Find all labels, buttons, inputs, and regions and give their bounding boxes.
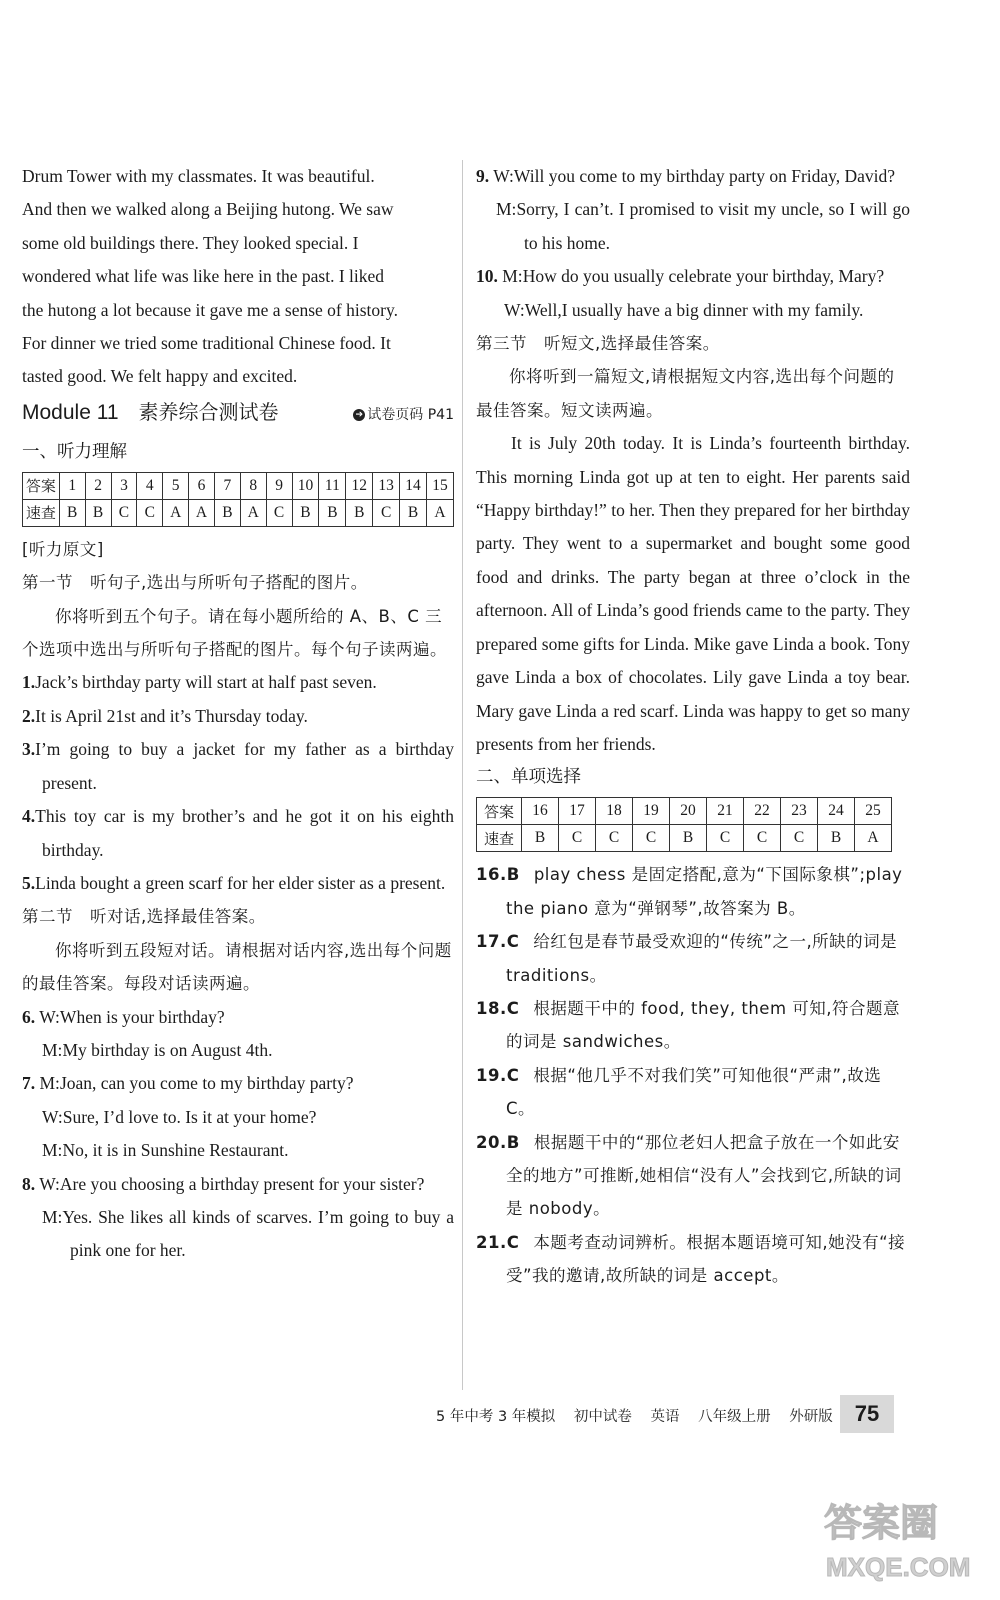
answer-table-2 (476, 797, 892, 852)
item-number: 9. (476, 166, 490, 186)
list-item (22, 800, 454, 867)
item-number: 5. (22, 872, 36, 893)
footer-subject: 英语 (650, 1409, 680, 1425)
speaker: M: (42, 1039, 63, 1060)
module-title-row (22, 396, 454, 436)
question-number: 16 (522, 798, 559, 825)
list-item (22, 733, 454, 800)
answer-cell: B (85, 499, 111, 526)
speaker: W: (39, 1006, 60, 1027)
answer-cell: C (744, 825, 781, 852)
item-answer: C (506, 998, 520, 1018)
intro-line: tasted good. We felt happy and excited. (22, 366, 298, 387)
question-number: 7 (214, 472, 240, 499)
speaker: M: (496, 199, 517, 220)
row-label: 答案 (477, 798, 522, 825)
item-answer: B (506, 865, 520, 885)
question-number: 18 (596, 798, 633, 825)
speaker: M: (502, 266, 523, 287)
answer-cell: C (137, 499, 163, 526)
intro-line: For dinner we tried some traditional Chinese food. It (22, 333, 391, 354)
explanation-list (476, 858, 910, 1292)
item-number: 17. (476, 932, 507, 952)
dialogue-list-right (476, 160, 910, 327)
question-number: 1 (59, 472, 85, 499)
dialogue-text: Joan, can you come to my birthday party? (59, 1073, 354, 1094)
question-number: 12 (346, 472, 373, 499)
dialogue-line (42, 1101, 454, 1134)
answer-cell: B (346, 499, 373, 526)
dialogue-text: How do you usually celebrate your birthday, Mary? (522, 266, 885, 287)
part1-heading: 第一节 听句子,选出与所听句子搭配的图片。 (22, 573, 368, 593)
part2-instructions: 你将听到五段短对话。请根据对话内容,选出每个问题的最佳答案。每段对话读两遍。 (22, 940, 452, 994)
item-text: This toy car is my brother’s and he got it on his eighth birthday. (35, 806, 454, 860)
row-label: 速查 (477, 825, 522, 852)
listening-passage: It is July 20th today. It is Linda’s fourteenth birthday. This morning Linda got up at ten to eight. Her parents said “Happy birthday!” to her. Then they prepared for her birthday party. They went to a supermarket and bought some good food and drinks. The party began at three o’clock in the afternoon. All of Linda’s good friends came to the party. They prepared some gifts for Linda. Mike gave Linda a book. Tony gave Linda a box of chocolates. Lily gave Linda a toy bear. Mary gave Linda a red scarf. Linda was happy to get so many presents from her friends. (476, 433, 910, 754)
left-column (22, 160, 454, 1268)
answer-cell: A (163, 499, 189, 526)
item-text: It is April 21st and it’s Thursday today. (35, 705, 308, 726)
answer-cell: A (426, 499, 453, 526)
item-text: play chess 是固定搭配,意为“下国际象棋”;play the piano 意为“弹钢琴”,故答案为 B。 (506, 865, 903, 918)
question-number: 14 (400, 472, 427, 499)
dialogue-line (22, 1001, 454, 1034)
answer-cell: C (559, 825, 596, 852)
dialogue-text: Will you come to my birthday party on Friday, David? (513, 166, 896, 186)
answer-cell: A (189, 499, 215, 526)
dialogue-text: Are you choosing a birthday present for your sister? (59, 1173, 425, 1194)
footer-grade: 八年级上册 (698, 1409, 771, 1425)
footer-level: 初中试卷 (573, 1409, 632, 1425)
answer-cell: B (59, 499, 85, 526)
answer-cell: B (400, 499, 427, 526)
right-column (476, 160, 910, 1293)
item-text: 根据“他几乎不对我们笑”可知他很“严肃”,故选 C。 (506, 1065, 882, 1119)
question-number: 4 (137, 472, 163, 499)
answer-cell: C (707, 825, 744, 852)
question-number: 23 (781, 798, 818, 825)
speaker: M: (42, 1140, 63, 1161)
dialogue-line (476, 160, 910, 193)
dialogue-list-left (22, 1001, 454, 1268)
item-number: 16. (476, 865, 507, 885)
answer-cell: C (633, 825, 670, 852)
page-number: 75 (840, 1395, 894, 1433)
question-number: 8 (240, 472, 266, 499)
question-number: 6 (189, 472, 215, 499)
intro-line: some old buildings there. They looked special. I (22, 232, 359, 253)
answer-cell: A (855, 825, 892, 852)
item-answer: C (506, 1065, 520, 1085)
dialogue-text: Well,I usually have a big dinner with my family. (524, 299, 864, 320)
item-number: 4. (22, 806, 36, 827)
answer-cell: C (596, 825, 633, 852)
item-number: 7. (22, 1073, 36, 1094)
item-text: 本题考查动词辨析。根据本题语境可知,她没有“接受”我的邀请,故所缺的词是 accept。 (506, 1232, 906, 1286)
module-title-cn: 素养综合测试卷 (138, 399, 279, 424)
answer-cell: B (522, 825, 559, 852)
item-answer: C (506, 932, 520, 952)
dialogue-line (22, 1067, 454, 1100)
column-divider (462, 160, 463, 1390)
item-number: 8. (22, 1173, 36, 1194)
speaker: W: (42, 1106, 63, 1127)
question-number: 13 (373, 472, 400, 499)
footer-series: 5 年中考 3 年模拟 (436, 1409, 556, 1425)
list-item (476, 1059, 910, 1126)
sentence-list (22, 666, 454, 900)
dialogue-line (42, 1034, 454, 1067)
item-text: I’m going to buy a jacket for my father as a birthday present. (35, 739, 454, 793)
question-number: 3 (111, 472, 137, 499)
list-item (476, 1226, 910, 1293)
dialogue-text: Sorry, I can’t. I promised to visit my uncle, so I will go to his home. (516, 199, 910, 253)
item-text: Jack’s birthday party will start at half past seven. (35, 672, 377, 693)
item-number: 2. (22, 705, 36, 726)
section-heading-listening: 一、听力理解 (22, 441, 127, 462)
table-row-answers (477, 825, 892, 852)
item-text: 给红包是春节最受欢迎的“传统”之一,所缺的词是 traditions。 (506, 932, 898, 985)
speaker: W: (39, 1173, 60, 1194)
answer-cell: B (292, 499, 319, 526)
question-number: 10 (292, 472, 319, 499)
part1-instructions: 你将听到五个句子。请在每小题所给的 A、B、C 三个选项中选出与所听句子搭配的图片。每个句子读两遍。 (22, 606, 447, 660)
section-heading-single-choice: 二、单项选择 (476, 767, 581, 788)
table-row-numbers (477, 798, 892, 825)
speaker: W: (493, 166, 514, 186)
question-number: 2 (85, 472, 111, 499)
item-number: 20. (476, 1132, 507, 1152)
dialogue-text: Sure, I’d love to. Is it at your home? (62, 1106, 317, 1127)
list-item (22, 867, 454, 900)
svg-text:MXQE.COM: MXQE.COM (826, 1552, 971, 1582)
page-footer (436, 1405, 847, 1426)
item-answer: C (506, 1232, 520, 1252)
dialogue-text: Yes. She likes all kinds of scarves. I’m going to buy a pink one for her. (62, 1206, 454, 1261)
list-item (476, 992, 910, 1059)
item-number: 19. (476, 1065, 507, 1085)
watermark-logo (820, 1488, 980, 1588)
question-number: 17 (559, 798, 596, 825)
answer-cell: B (319, 499, 346, 526)
question-number: 20 (670, 798, 707, 825)
list-item (22, 666, 454, 699)
item-number: 3. (22, 739, 36, 760)
question-number: 22 (744, 798, 781, 825)
part3-instructions: 你将听到一篇短文,请根据短文内容,选出每个问题的最佳答案。短文读两遍。 (476, 367, 895, 420)
dialogue-line (42, 1134, 454, 1167)
dialogue-text: No, it is in Sunshine Restaurant. (62, 1140, 289, 1161)
item-number: 6. (22, 1006, 36, 1027)
intro-line: wondered what life was like here in the past. I liked (22, 266, 385, 287)
answer-cell: B (670, 825, 707, 852)
item-text: Linda bought a green scarf for her elder sister as a present. (35, 872, 446, 893)
answer-cell: C (781, 825, 818, 852)
module-title: Module 11 (22, 400, 119, 424)
intro-line: the hutong a lot because it gave me a sense of history. (22, 299, 398, 320)
part3-heading: 第三节 听短文,选择最佳答案。 (476, 334, 720, 354)
question-number: 21 (707, 798, 744, 825)
answer-cell: B (818, 825, 855, 852)
dialogue-line (42, 1201, 454, 1268)
question-number: 11 (319, 472, 346, 499)
svg-text:答案圈: 答案圈 (824, 1501, 939, 1545)
answer-cell: C (266, 499, 292, 526)
intro-paragraph (22, 160, 454, 394)
answer-cell: B (214, 499, 240, 526)
answer-cell: A (240, 499, 266, 526)
speaker: M: (42, 1206, 63, 1227)
question-number: 24 (818, 798, 855, 825)
dialogue-line (22, 1168, 454, 1201)
table-row-answers (23, 499, 454, 526)
intro-line: And then we walked along a Beijing hutong. We saw (22, 199, 394, 220)
question-number: 19 (633, 798, 670, 825)
speaker: M: (39, 1073, 60, 1094)
speaker: W: (504, 299, 525, 320)
dialogue-line (476, 260, 910, 293)
item-number: 1. (22, 672, 36, 693)
intro-line: Drum Tower with my classmates. It was beautiful. (22, 166, 375, 186)
item-text: 根据题干中的 food, they, them 可知,符合题意的词是 sandwiches。 (506, 998, 901, 1052)
list-item (22, 700, 454, 733)
list-item (476, 925, 910, 992)
part2-heading: 第二节 听对话,选择最佳答案。 (22, 907, 266, 927)
answer-table-1 (22, 472, 454, 527)
dialogue-line (496, 193, 910, 260)
dialogue-text: My birthday is on August 4th. (62, 1039, 273, 1060)
question-number: 15 (426, 472, 453, 499)
transcript-label: [听力原文] (22, 539, 104, 559)
question-number: 5 (163, 472, 189, 499)
dialogue-text: When is your birthday? (59, 1006, 225, 1027)
row-label: 答案 (23, 472, 60, 499)
page-reference-text: 试卷页码 P41 (367, 406, 454, 423)
item-answer: B (506, 1132, 520, 1152)
row-label: 速查 (23, 499, 60, 526)
dialogue-line (504, 294, 910, 327)
item-number: 18. (476, 998, 507, 1018)
arrow-right-icon: ➔ (353, 409, 365, 421)
item-number: 10. (476, 266, 498, 287)
list-item (476, 858, 910, 925)
item-number: 21. (476, 1232, 507, 1252)
question-number: 9 (266, 472, 292, 499)
question-number: 25 (855, 798, 892, 825)
table-row-numbers (23, 472, 454, 499)
answer-cell: C (373, 499, 400, 526)
answer-cell: C (111, 499, 137, 526)
page-reference (353, 404, 454, 424)
item-text: 根据题干中的“那位老妇人把盒子放在一个如此安全的地方”可推断,她相信“没有人”会找到它,所缺的词是 nobody。 (506, 1132, 902, 1219)
footer-edition: 外研版 (789, 1409, 833, 1425)
list-item (476, 1126, 910, 1226)
